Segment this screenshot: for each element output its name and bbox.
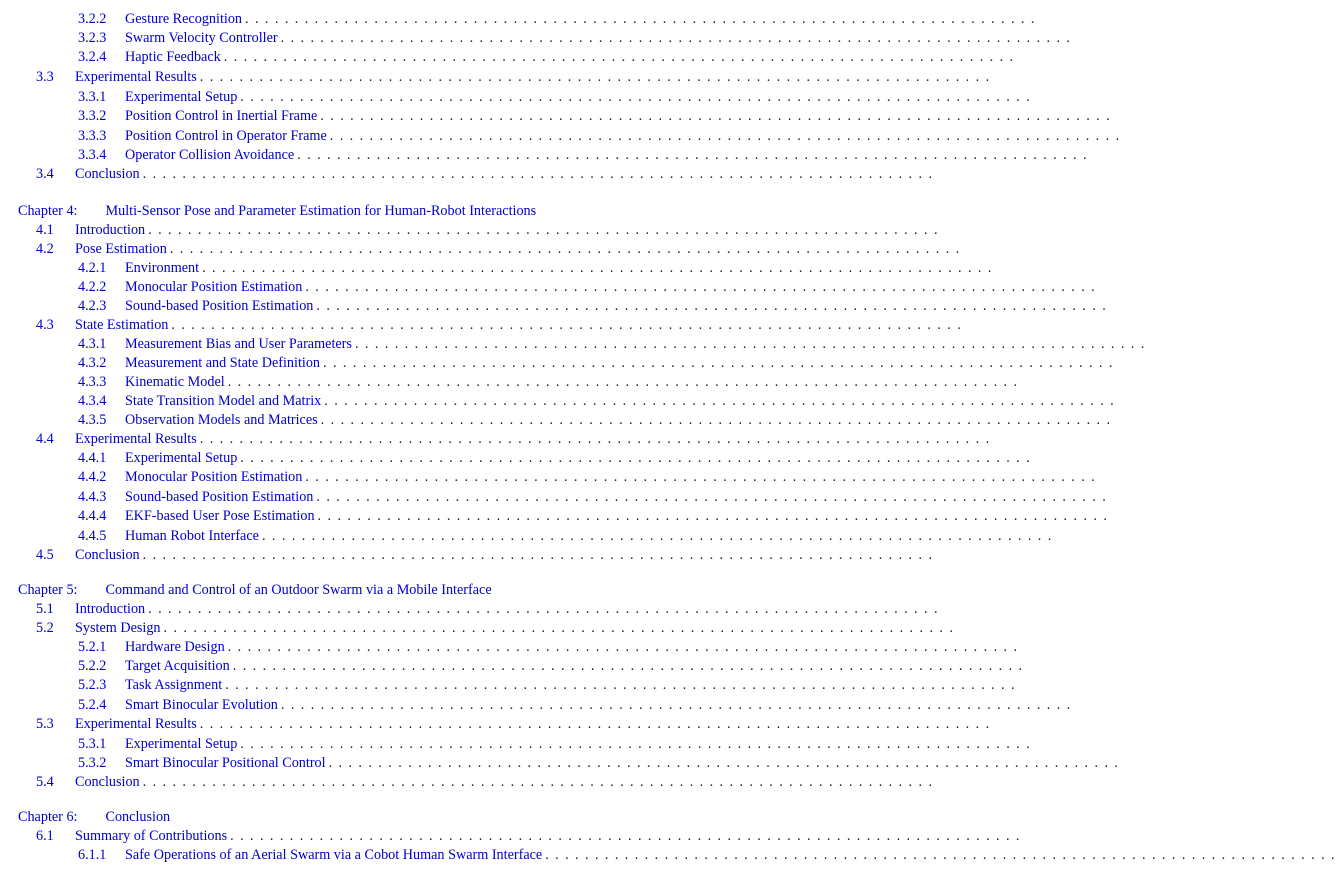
toc-leader-dots: ................................................................................ — [305, 469, 1102, 485]
toc-entry-title: Experimental Results — [75, 430, 200, 449]
toc-entry-number: 4.2 — [36, 241, 54, 257]
toc-entry[interactable] — [36, 619, 960, 638]
toc-entry-title: Environment — [125, 259, 202, 278]
toc-leader-dots: ................................................................................ — [240, 736, 1037, 752]
toc-entry-number: 4.4.5 — [78, 528, 107, 544]
toc-entry-number: 4.2.2 — [78, 279, 107, 295]
toc-entry[interactable] — [78, 411, 1117, 430]
toc-leader-dots: ................................................................................ — [171, 317, 968, 333]
toc-leader-dots: ................................................................................ — [320, 412, 1117, 428]
toc-chapter-entry[interactable] — [18, 581, 495, 600]
toc-entry[interactable] — [78, 507, 1114, 526]
toc-entry-number: 5.3 — [36, 716, 54, 732]
toc-leader-dots: ................................................................................ — [199, 431, 996, 447]
toc-entry-title: Sound-based Position Estimation — [125, 488, 316, 507]
toc-entry-title: State Estimation — [75, 316, 171, 335]
toc-entry-title: Experimental Setup — [125, 88, 240, 107]
toc-entry[interactable] — [78, 449, 1037, 468]
toc-entry-number: 4.4.3 — [78, 489, 107, 505]
toc-entry[interactable] — [78, 278, 1102, 297]
toc-entry[interactable] — [78, 48, 1020, 67]
toc-entry-title: Gesture Recognition — [125, 10, 245, 29]
toc-entry-number: 3.3.4 — [78, 147, 107, 163]
toc-entry-title: Conclusion — [106, 808, 174, 827]
toc-entry-title: Human Robot Interface — [125, 527, 262, 546]
toc-entry-number: 3.2.2 — [78, 11, 107, 27]
toc-leader-dots: ................................................................................ — [230, 828, 1026, 844]
toc-entry-number: 4.3.3 — [78, 374, 107, 390]
toc-entry[interactable] — [78, 127, 1126, 146]
toc-entry-title: Experimental Setup — [125, 735, 240, 754]
toc-entry-number: 3.3 — [36, 69, 54, 85]
toc-entry-number: 3.3.2 — [78, 108, 107, 124]
toc-leader-dots: ................................................................................ — [316, 489, 1113, 505]
toc-entry-title: Command and Control of an Outdoor Swarm via a Mobile Interface — [106, 581, 495, 600]
toc-entry[interactable] — [78, 488, 1113, 507]
toc-entry-title: State Transition Model and Matrix — [125, 392, 324, 411]
toc-entry[interactable] — [78, 696, 1077, 715]
toc-entry-number: 4.4.4 — [78, 508, 107, 524]
toc-entry[interactable] — [78, 10, 1041, 29]
toc-entry[interactable] — [36, 240, 966, 259]
toc-entry-title: Introduction — [75, 600, 148, 619]
toc-entry-number: Chapter 5: — [18, 582, 78, 598]
toc-entry[interactable] — [78, 29, 1077, 48]
toc-entry[interactable] — [78, 88, 1037, 107]
toc-entry-number: Chapter 4: — [18, 203, 78, 219]
toc-entry-title: Swarm Velocity Controller — [125, 29, 281, 48]
toc-entry[interactable] — [36, 773, 939, 792]
toc-entry-number: 4.4 — [36, 431, 54, 447]
toc-entry-title: Safe Operations of an Aerial Swarm via a Cobot Human Swarm Interface — [125, 846, 545, 865]
toc-entry[interactable] — [36, 68, 996, 87]
toc-entry[interactable] — [78, 297, 1113, 316]
toc-entry-title: Pose Estimation — [75, 240, 170, 259]
toc-leader-dots: ................................................................................ — [297, 147, 1093, 163]
toc-leader-dots: ................................................................................ — [320, 108, 1117, 124]
toc-entry-number: 4.5 — [36, 547, 54, 563]
toc-leader-dots: ................................................................................ — [148, 222, 944, 238]
toc-leader-dots: ................................................................................ — [199, 69, 996, 85]
toc-leader-dots: ................................................................................ — [280, 30, 1077, 46]
toc-entry[interactable] — [78, 676, 1021, 695]
toc-entry-number: 3.2.3 — [78, 30, 107, 46]
toc-entry-title: Conclusion — [75, 773, 143, 792]
toc-entry-title: Operator Collision Avoidance — [125, 146, 297, 165]
toc-entry-number: 3.2.4 — [78, 49, 107, 65]
toc-entry-title: System Design — [75, 619, 164, 638]
toc-entry-title: Haptic Feedback — [125, 48, 224, 67]
toc-entry-title: Experimental Results — [75, 715, 200, 734]
toc-leader-dots: ................................................................................ — [280, 697, 1077, 713]
toc-entry-title: Monocular Position Estimation — [125, 278, 305, 297]
toc-chapter-entry[interactable] — [18, 808, 173, 827]
toc-entry-title: Smart Binocular Evolution — [125, 696, 281, 715]
toc-leader-dots: ................................................................................ — [324, 393, 1121, 409]
toc-entry-number: 5.4 — [36, 774, 54, 790]
toc-leader-dots: ................................................................................ — [323, 355, 1119, 371]
toc-entry[interactable] — [78, 657, 1029, 676]
toc-entry-title: Hardware Design — [125, 638, 228, 657]
toc-leader-dots: ................................................................................ — [240, 89, 1037, 105]
toc-entry-title: Measurement and State Definition — [125, 354, 323, 373]
toc-entry-title: Smart Binocular Positional Control — [125, 754, 329, 773]
toc-entry-number: 4.3.4 — [78, 393, 107, 409]
toc-entry-number: 4.2.3 — [78, 298, 107, 314]
toc-entry[interactable] — [78, 754, 1125, 773]
toc-entry[interactable] — [78, 107, 1117, 126]
toc-entry[interactable] — [78, 335, 1151, 354]
toc-entry[interactable] — [36, 221, 944, 240]
toc-entry-number: 4.4.1 — [78, 450, 107, 466]
toc-entry-number: 3.4 — [36, 166, 54, 182]
toc-entry-title: Observation Models and Matrices — [125, 411, 321, 430]
toc-entry-title: Kinematic Model — [125, 373, 228, 392]
toc-entry-title: Position Control in Inertial Frame — [125, 107, 320, 126]
toc-entry[interactable] — [78, 735, 1037, 754]
toc-leader-dots: ................................................................................ — [225, 677, 1021, 693]
toc-entry[interactable] — [36, 546, 939, 565]
toc-entry-number: 3.3.3 — [78, 128, 107, 144]
toc-entry-number: 5.2.4 — [78, 697, 107, 713]
toc-leader-dots: ................................................................................ — [328, 755, 1125, 771]
toc-leader-dots: ................................................................................ — [142, 774, 939, 790]
toc-entry-number: 5.3.1 — [78, 736, 107, 752]
toc-entry-title: Monocular Position Estimation — [125, 468, 305, 487]
toc-leader-dots: ................................................................................ — [223, 49, 1020, 65]
toc-leader-dots: ................................................................................ — [354, 336, 1151, 352]
toc-entry-title: Experimental Setup — [125, 449, 240, 468]
toc-entry-title: Task Assignment — [125, 676, 225, 695]
toc-entry[interactable] — [36, 165, 939, 184]
toc-entry[interactable] — [78, 392, 1121, 411]
toc-entry-title: Summary of Contributions — [75, 827, 230, 846]
toc-leader-dots: ................................................................................ — [245, 11, 1041, 27]
toc-entry-number: 5.1 — [36, 601, 54, 617]
toc-entry[interactable] — [78, 373, 1024, 392]
toc-entry-number: 4.3 — [36, 317, 54, 333]
toc-leader-dots: ................................................................................ — [329, 128, 1126, 144]
toc-entry[interactable] — [78, 638, 1024, 657]
toc-entry-number: 5.2.1 — [78, 639, 107, 655]
toc-entry-number: Chapter 6: — [18, 809, 78, 825]
toc-entry[interactable] — [78, 527, 1058, 546]
toc-entry[interactable] — [78, 354, 1119, 373]
toc-entry-title: Conclusion — [75, 165, 143, 184]
toc-entry-title: EKF-based User Pose Estimation — [125, 507, 318, 526]
toc-entry-title: Introduction — [75, 221, 148, 240]
toc-leader-dots: ................................................................................ — [305, 279, 1102, 295]
toc-entry-number: 4.3.1 — [78, 336, 107, 352]
toc-entry[interactable] — [36, 430, 996, 449]
toc-leader-dots: ................................................................................ — [199, 716, 996, 732]
toc-entry-number: 4.4.2 — [78, 469, 107, 485]
toc-entry[interactable] — [36, 827, 1026, 846]
toc-entry-title: Position Control in Operator Frame — [125, 127, 330, 146]
toc-entry[interactable] — [36, 316, 968, 335]
toc-entry-number: 5.2.2 — [78, 658, 107, 674]
toc-chapter-entry[interactable] — [18, 202, 539, 221]
toc-leader-dots: ................................................................................ — [232, 658, 1029, 674]
toc-entry-number: 4.3.5 — [78, 412, 107, 428]
toc-entry[interactable] — [36, 600, 944, 619]
toc-entry-number: 3.3.1 — [78, 89, 107, 105]
toc-entry-title: Experimental Results — [75, 68, 200, 87]
toc-leader-dots: ................................................................................ — [316, 298, 1113, 314]
toc-entry[interactable] — [78, 146, 1093, 165]
toc-entry-title: Multi-Sensor Pose and Parameter Estimation for Human-Robot Interactions — [106, 202, 540, 221]
toc-entry-number: 5.3.2 — [78, 755, 107, 771]
toc-leader-dots: ................................................................................ — [240, 450, 1037, 466]
toc-leader-dots: ................................................................................ — [163, 620, 960, 636]
toc-entry-number: 4.1 — [36, 222, 54, 238]
toc-leader-dots: ................................................................................ — [202, 260, 998, 276]
toc-entry-title: Target Acquisition — [125, 657, 233, 676]
toc-leader-dots: ................................................................................ — [142, 166, 939, 182]
toc-leader-dots: ................................................................................ — [142, 547, 939, 563]
toc-entry[interactable] — [78, 259, 998, 278]
toc-entry-number: 4.2.1 — [78, 260, 107, 276]
toc-entry-number: 6.1 — [36, 828, 54, 844]
toc-leader-dots: ................................................................................ — [148, 601, 944, 617]
toc-entry[interactable] — [36, 715, 996, 734]
toc-entry-title: Conclusion — [75, 546, 143, 565]
toc-leader-dots: ................................................................................ — [227, 374, 1024, 390]
toc-entry-number: 6.1.1 — [78, 847, 107, 863]
toc-entry-number: 4.3.2 — [78, 355, 107, 371]
toc-entry[interactable] — [78, 846, 1341, 865]
toc-entry-number: 5.2.3 — [78, 677, 107, 693]
toc-leader-dots: ................................................................................ — [169, 241, 966, 257]
toc-leader-dots: ................................................................................ — [317, 508, 1114, 524]
toc-entry-number: 5.2 — [36, 620, 54, 636]
toc-entry-title: Sound-based Position Estimation — [125, 297, 316, 316]
toc-leader-dots: ................................................................................ — [261, 528, 1058, 544]
toc-leader-dots: ................................................................................ — [227, 639, 1024, 655]
toc-entry-title: Measurement Bias and User Parameters — [125, 335, 355, 354]
toc-entry[interactable] — [78, 468, 1102, 487]
toc-leader-dots: ................................................................................ — [545, 847, 1341, 863]
